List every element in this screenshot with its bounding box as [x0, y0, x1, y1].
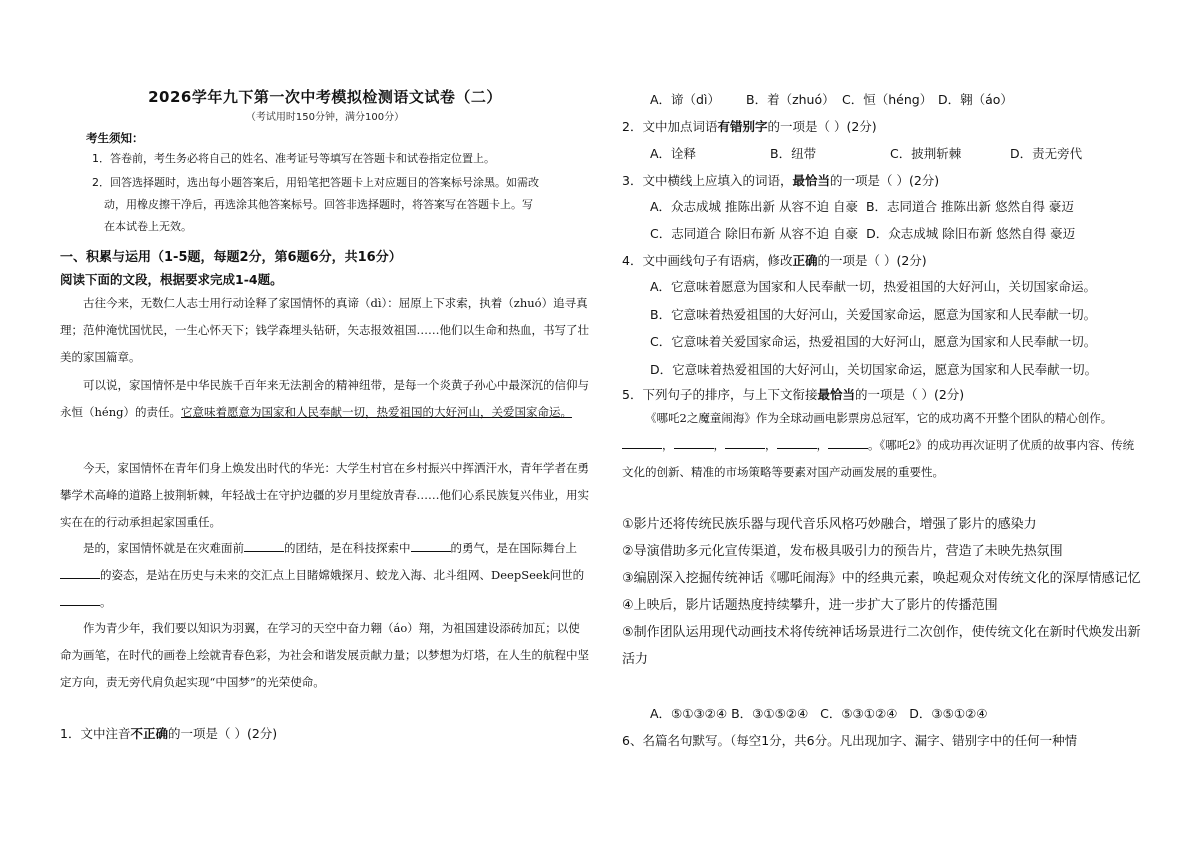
- q3-text-end: 的一项是（ ）(2分): [829, 173, 940, 188]
- q2-option-b: B．纽带: [770, 146, 817, 161]
- q5-sentence-1: ①影片还将传统民族乐器与现代音乐风格巧妙融合，增强了影片的感染力: [622, 517, 1037, 532]
- q1-option-d: D．翱（áo）: [938, 92, 1013, 107]
- q2-emphasis: 有错别字: [717, 119, 768, 134]
- notice-item-2: [92, 172, 587, 238]
- q5-options: [650, 704, 987, 722]
- p4-text-c: 的勇气，是在国际舞台上: [450, 541, 577, 555]
- q1-option-a: A．谛（dì）: [650, 92, 720, 107]
- q3-option-b: B．志同道合 推陈出新 悠然自得 豪迈: [865, 199, 1074, 214]
- notice-item-2-line-2: 动，用橡皮擦干净后，再选涂其他答案标号。回答非选择题时，将答案写在答题卡上。写: [104, 198, 533, 211]
- notice-item-2-line-1: 2．回答选择题时，选出每小题答案后，用铅笔把答题卡上对应题目的答案标号涂黑。如需改: [92, 176, 539, 189]
- q5-passage-text-a: 《哪吒2之魔童闹海》作为全球动画电影票房总冠军，它的成功离不开整个团队的精心创作。: [645, 411, 1113, 425]
- q5-sentence-2: ②导演借助多元化宣传渠道，发布极具吸引力的预告片，营造了未映先热氛围: [622, 544, 1063, 559]
- q3-emphasis: 最恰当: [792, 173, 830, 188]
- p4-text-a: 是的，家国情怀就是在灾难面前: [83, 541, 244, 555]
- q4-emphasis: 正确: [792, 253, 818, 268]
- q2-option-a: A．诠释: [650, 146, 697, 161]
- q5-sentences: [622, 511, 1142, 673]
- question-4: [622, 247, 927, 274]
- q1-options: [650, 86, 1034, 113]
- q5-blank-5: [828, 436, 868, 449]
- q4-options: [650, 273, 1160, 383]
- q5-passage: 《哪吒2之魔童闹海》作为全球动画电影票房总冠军，它的成功离不开整个团队的精心创作。， ， ， ， 。《哪吒2》的成功再次证明了优质的故事内容、传统文化的创新、精准的市场策略等要素对国产动画发展的重要性。: [622, 411, 1135, 479]
- q2-option-d: D．责无旁代: [1010, 146, 1083, 161]
- q4-text-end: 的一项是（ ）(2分): [817, 253, 927, 268]
- q1-text: 1．文中注音: [60, 726, 131, 741]
- question-3: [622, 167, 939, 194]
- passage-paragraph-2: [60, 372, 590, 426]
- q5-option-a: A．⑤①③②④: [650, 706, 728, 721]
- q1-emphasis: 不正确: [130, 726, 168, 741]
- q4-option-c: C．它意味着关爱国家命运，热爱祖国的大好河山，愿意为国家和人民奉献一切。: [650, 334, 1097, 349]
- p4-text-d: 的姿态，是站在历史与未来的交汇点上目睹嫦娥探月、蛟龙入海、北斗组网、DeepSeek问世的: [100, 568, 585, 582]
- reading-instruction: 阅读下面的文段，根据要求完成1-4题。: [60, 272, 283, 287]
- q5-sentence-3: ③编剧深入挖掘传统神话《哪吒闹海》中的经典元素，唤起观众对传统文化的深厚情感记忆: [622, 571, 1141, 586]
- passage-paragraph-3: 今天，家国情怀在青年们身上焕发出时代的华光：大学生村官在乡村振兴中挥洒汗水，青年学者在勇攀学术高峰的道路上披荆斩棘，年轻战士在守护边疆的岁月里绽放青春……他们心系民族复兴伟业，用实实在在的行动承担起家国重任。: [60, 461, 589, 529]
- question-1: [60, 724, 277, 742]
- notice-item-2-line-3: 在本试卷上无效。: [104, 220, 192, 233]
- q1-text-end: 的一项是（ ）(2分): [167, 726, 278, 741]
- notice-heading: 考生须知：: [86, 131, 144, 145]
- q5-blank-4: [777, 436, 817, 449]
- q2-text-end: 的一项是（ ）(2分): [767, 119, 877, 134]
- q3-options: [650, 193, 1150, 247]
- q5-blank-2: [674, 436, 714, 449]
- q5-option-d: D．③⑤①②④: [909, 706, 988, 721]
- fill-blank-4: [60, 593, 100, 606]
- q3-text: 3．文中横线上应填入的词语，: [622, 173, 793, 188]
- notice-item-1: 1．答卷前，考生务必将自己的姓名、准考证号等填写在答题卡和试卷指定位置上。: [92, 152, 495, 165]
- passage-paragraph-4: [60, 535, 590, 616]
- q4-option-d: D．它意味着热爱祖国的大好河山，关切国家命运，愿意为国家和人民奉献一切。: [650, 361, 1098, 377]
- passage-paragraph-2-text: 可以说，家国情怀是中华民族千百年来无法割舍的精神纽带，是每一个炎黄子孙心中最深沉的信仰与永恒（héng）的责任。: [60, 378, 589, 419]
- q1-option-b: B．着（zhuó）: [746, 92, 835, 107]
- p4-text-e: 。: [100, 595, 112, 609]
- q4-option-b: B．它意味着热爱祖国的大好河山，关爱国家命运，愿意为国家和人民奉献一切。: [650, 306, 1097, 322]
- q5-option-c: C．⑤③①②④: [820, 706, 898, 721]
- question-5: [622, 381, 964, 408]
- fill-blank-3: [60, 566, 100, 579]
- q3-option-d: D．众志成城 除旧布新 悠然自得 豪迈: [866, 226, 1076, 241]
- q5-emphasis: 最恰当: [817, 387, 855, 402]
- exam-subtitle: （考试用时150分钟，满分100分）: [245, 112, 405, 123]
- q1-option-c: C．恒（héng）: [842, 92, 933, 107]
- q4-text: 4．文中画线句子有语病，修改: [622, 253, 793, 268]
- q5-blank-1: [622, 436, 662, 449]
- exam-title: 2026学年九下第一次中考模拟检测语文试卷（二）: [148, 88, 502, 106]
- q5-passage-text-b: 。《哪吒2》的成功再次证明了优质的故事内容、传统文化的创新、精准的市场策略等要素对国产动画发展的重要性。: [622, 438, 1135, 479]
- q2-options: [650, 140, 1130, 167]
- question-6: 6、名篇名句默写。（每空1分，共6分。凡出现加字、漏字、错别字中的任何一种情: [622, 733, 1078, 748]
- section-heading: 一、积累与运用（1-5题，每题2分，第6题6分，共16分）: [60, 250, 402, 265]
- q5-text-end: 的一项是（ ）(2分): [854, 387, 965, 402]
- passage-paragraph-1: 古往今来，无数仁人志士用行动诠释了家国情怀的真谛（dì）：屈原上下求索，执着（zhuó）追寻真理；范仲淹忧国忧民，一生心怀天下；钱学森埋头钻研，矢志报效祖国……他们以生命和热血，书写了壮美的家国篇章。: [60, 296, 589, 364]
- q5-option-b: B．③①⑤②④: [731, 706, 809, 721]
- q3-option-a: A．众志成城 推陈出新 从容不迫 自豪: [650, 199, 858, 214]
- q3-option-c: C．志同道合 除旧布新 从容不迫 自豪: [650, 226, 859, 241]
- q5-text: 5．下列句子的排序，与上下文衔接: [622, 387, 818, 402]
- passage-paragraph-5: 作为青少年，我们要以知识为羽翼，在学习的天空中奋力翱（áo）翔，为祖国建设添砖加瓦；以使命为画笔，在时代的画卷上绘就青春色彩，为社会和谐发展贡献力量；以梦想为灯塔，在人生的航程中坚定方向，责无旁代肩负起实现“中国梦”的光荣使命。: [60, 621, 589, 689]
- q5-sentence-5: ⑤制作团队运用现代动画技术将传统神话场景进行二次创作，使传统文化在新时代焕发出新活力: [622, 625, 1141, 667]
- q2-option-c: C．披荆斩棘: [890, 146, 962, 161]
- p4-text-b: 的团结，是在科技探索中: [284, 541, 411, 555]
- fill-blank-1: [244, 539, 284, 552]
- q5-blank-3: [725, 436, 765, 449]
- underlined-sentence: 它意味着愿意为国家和人民奉献一切，热爱祖国的大好河山，关爱国家命运。: [180, 405, 572, 419]
- q5-sentence-4: ④上映后，影片话题热度持续攀升，进一步扩大了影片的传播范围: [622, 598, 998, 613]
- q4-option-a: A．它意味着愿意为国家和人民奉献一切，热爱祖国的大好河山，关切国家命运。: [650, 279, 1097, 294]
- question-2: [622, 113, 877, 140]
- q2-text: 2．文中加点词语: [622, 119, 718, 134]
- fill-blank-2: [411, 539, 451, 552]
